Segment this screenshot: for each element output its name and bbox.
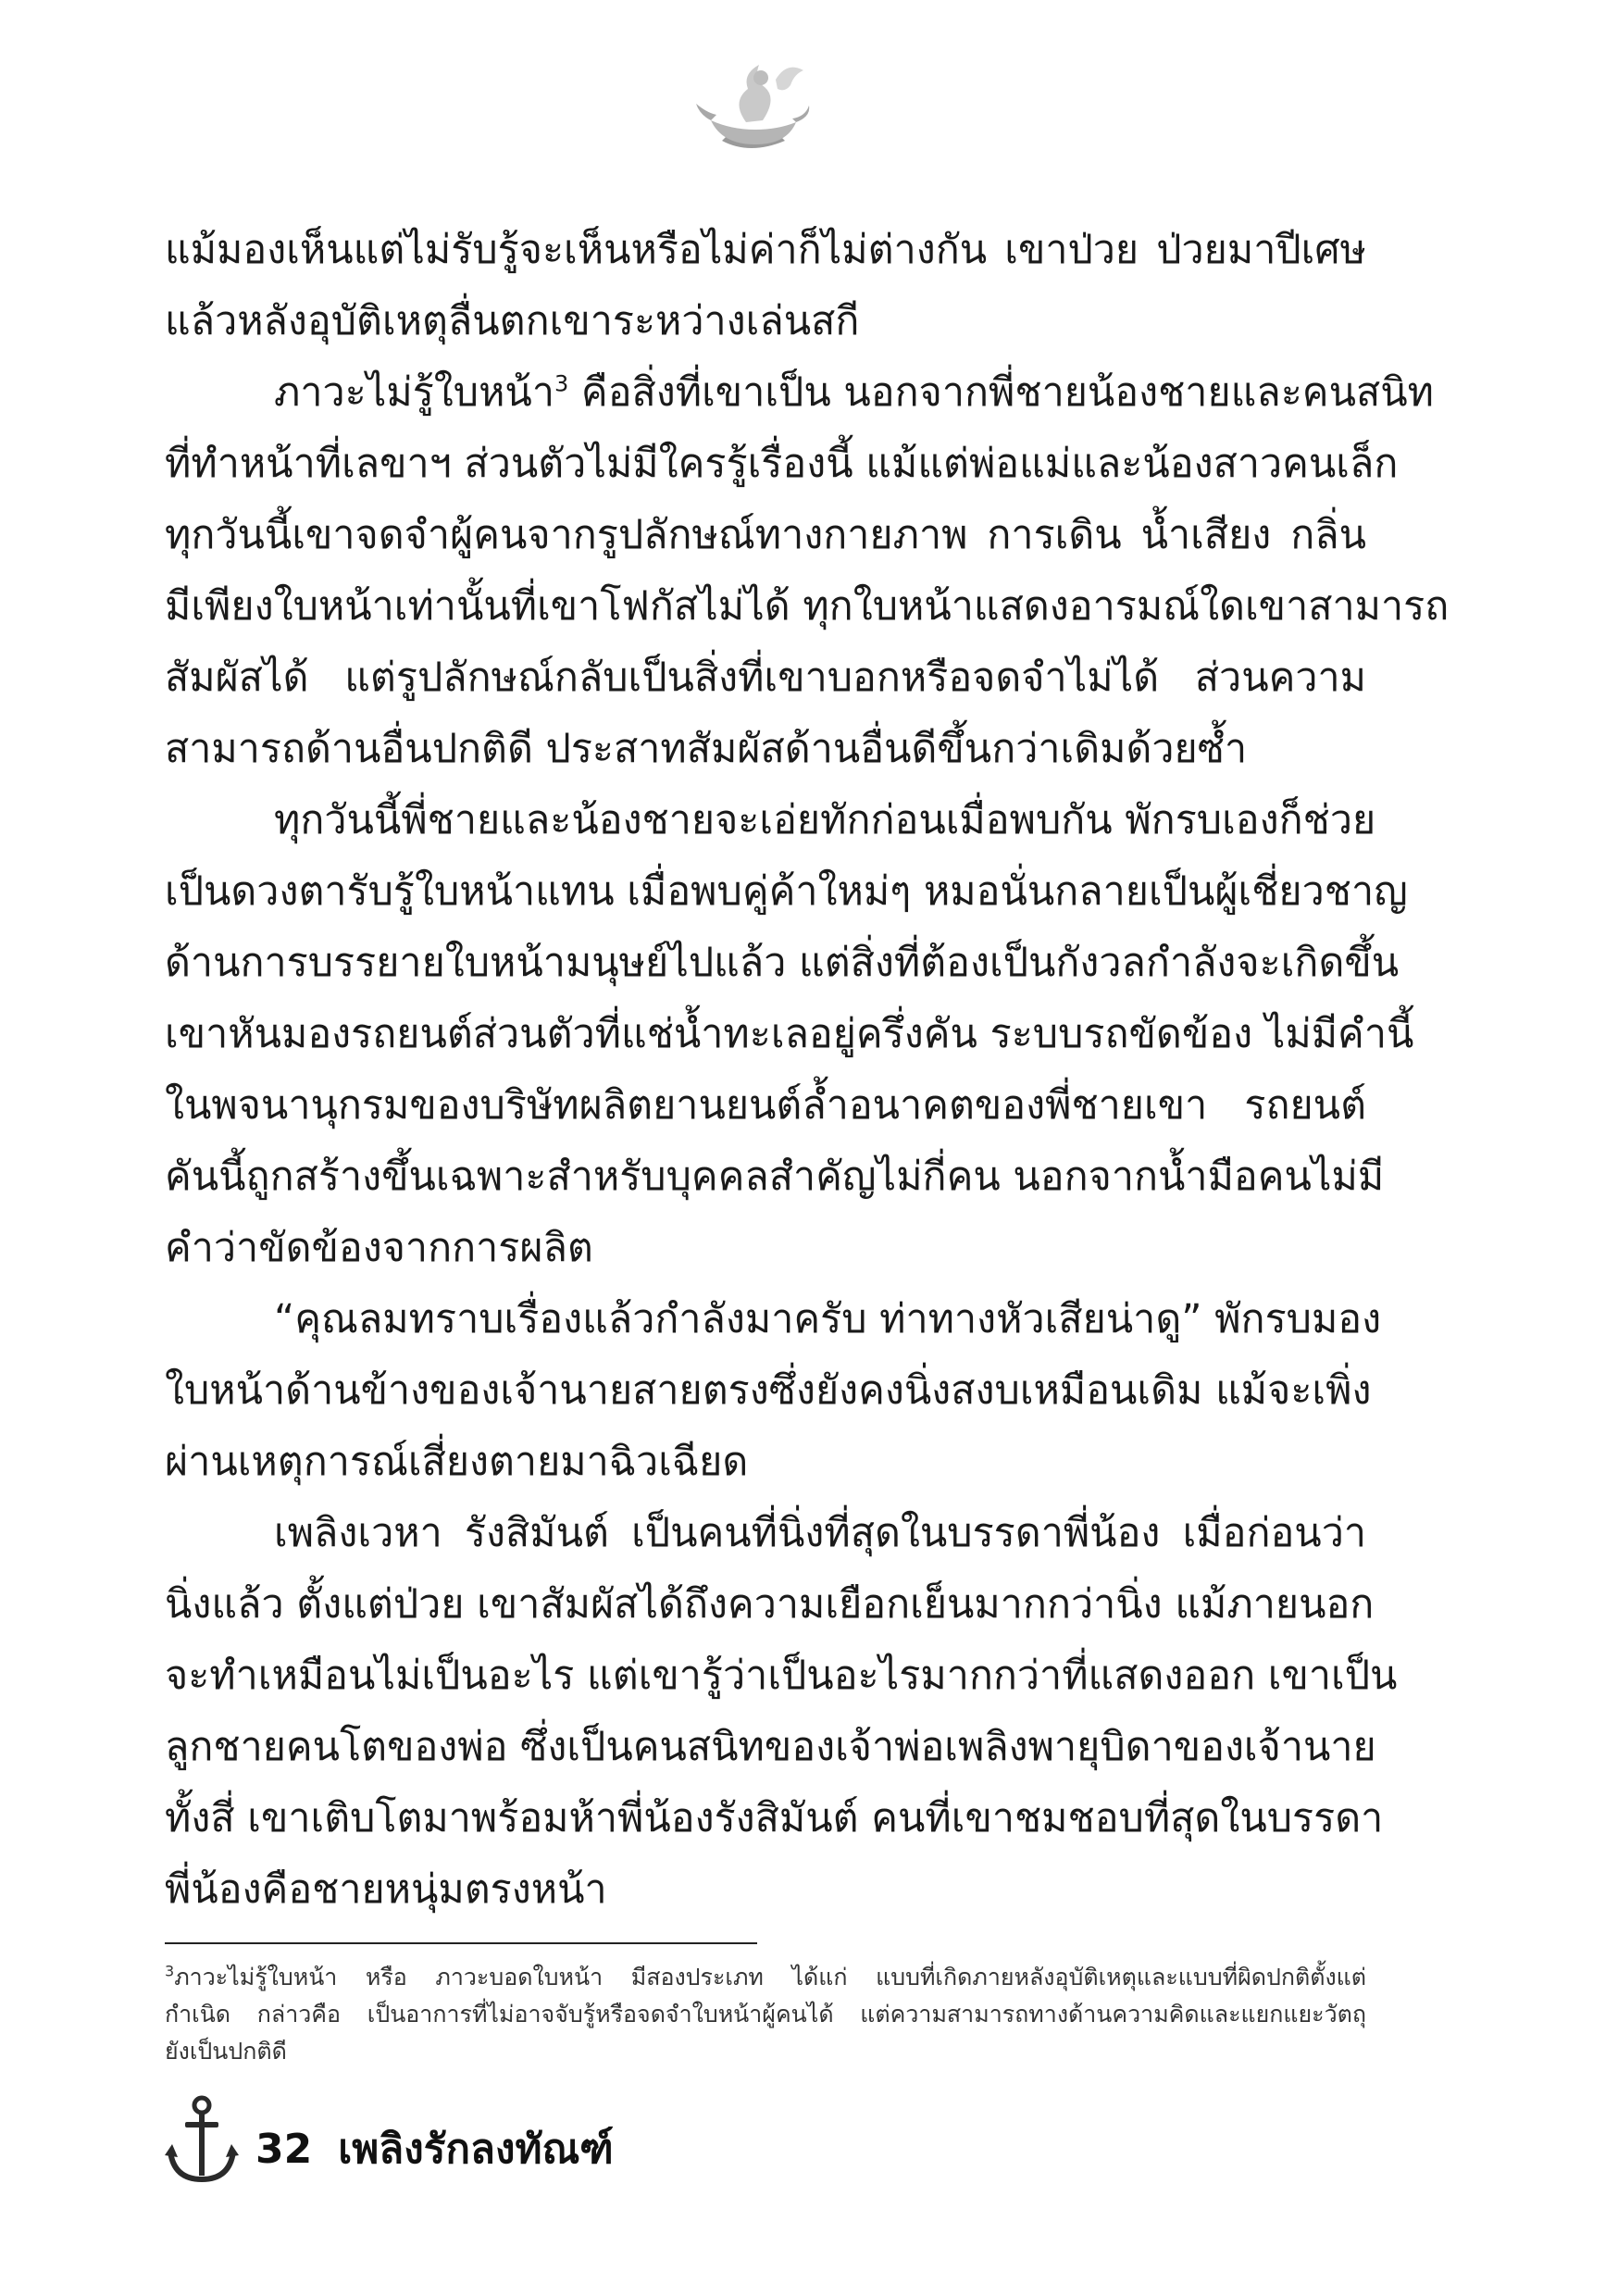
footnote-reference: 3 (554, 370, 569, 397)
body-line: ใบหน้าด้านข้างของเจ้านายสายตรงซึ่งยังคงนิ่งสงบเหมือนเดิม แม้จะเพิ่ง (165, 1367, 1372, 1414)
page-number: 32 (255, 2126, 313, 2173)
anchor-icon (165, 2094, 239, 2187)
footnote-line: ยังเป็นปกติดี (165, 2038, 287, 2065)
body-line: ทุกวันนี้เขาจดจำผู้คนจากรูปลักษณ์ทางกายภาพ การเดิน น้ำเสียง กลิ่น (165, 512, 1366, 558)
body-text (165, 215, 1450, 1926)
body-line: “คุณลมทราบเรื่องแล้วกำลังมาครับ ท่าทางหัวเสียน่าดู” พักรบมอง (274, 1296, 1382, 1342)
body-line: ด้านการบรรยายใบหน้ามนุษย์ไปแล้ว แต่สิ่งที่ต้องเป็นกังวลกำลังจะเกิดขึ้น (165, 940, 1400, 986)
body-line: มีเพียงใบหน้าเท่านั้นที่เขาโฟกัสไม่ได้ ทุกใบหน้าแสดงอารมณ์ใดเขาสามารถ (165, 583, 1450, 630)
body-line: ทั้งสี่ เขาเติบโตมาพร้อมห้าพี่น้องรังสิมันต์ คนที่เขาชมชอบที่สุดในบรรดา (165, 1795, 1384, 1841)
body-line: นิ่งแล้ว ตั้งแต่ป่วย เขาสัมผัสได้ถึงความเยือกเย็นมากกว่านิ่ง แม้ภายนอก (165, 1581, 1375, 1628)
body-line: สามารถด้านอื่นปกติดี ประสาทสัมผัสด้านอื่นดีขึ้นกว่าเดิมด้วยซ้ำ (165, 726, 1248, 772)
footnote-mark: 3 (165, 1962, 175, 1980)
body-line: จะทำเหมือนไม่เป็นอะไร แต่เขารู้ว่าเป็นอะไรมากกว่าที่แสดงออก เขาเป็น (165, 1653, 1398, 1699)
body-line: ลูกชายคนโตของพ่อ ซึ่งเป็นคนสนิทของเจ้าพ่อเพลิงพายุบิดาของเจ้านาย (165, 1724, 1376, 1770)
footnote (165, 1959, 1366, 2070)
body-line: คันนี้ถูกสร้างขึ้นเฉพาะสำหรับบุคคลสำคัญไม่กี่คน นอกจากน้ำมือคนไม่มี (165, 1154, 1385, 1200)
body-line: ทุกวันนี้พี่ชายและน้องชายจะเอ่ยทักก่อนเมื่อพบกัน พักรบเองก็ช่วย (274, 797, 1376, 843)
body-line: เพลิงเวหา รังสิมันต์ เป็นคนที่นิ่งที่สุดในบรรดาพี่น้อง เมื่อก่อนว่า (274, 1510, 1366, 1556)
body-line: แล้วหลังอุบัติเหตุลื่นตกเขาระหว่างเล่นสกี (165, 298, 860, 344)
page-footer (255, 2116, 614, 2181)
body-line: ที่ทำหน้าที่เลขาฯ ส่วนตัวไม่มีใครรู้เรื่องนี้ แม้แต่พ่อแม่และน้องสาวคนเล็ก (165, 441, 1399, 487)
body-line: ในพจนานุกรมของบริษัทผลิตยานยนต์ล้ำอนาคตของพี่ชายเขา รถยนต์ (165, 1082, 1366, 1129)
body-line: คำว่าขัดข้องจากการผลิต (165, 1225, 593, 1271)
body-line (165, 357, 1434, 429)
footnote-divider (165, 1942, 757, 1944)
footnote-line: กำเนิด กล่าวคือ เป็นอาการที่ไม่อาจจับรู้หรือจดจำใบหน้าผู้คนได้ แต่ความสามารถทางด้านความคิดและแยกแยะวัตถุ (165, 2001, 1366, 2028)
genie-lamp-icon (694, 56, 815, 167)
body-line-rest: คือสิ่งที่เขาเป็น นอกจากพี่ชายน้องชายและคนสนิท (568, 369, 1434, 416)
body-line: พี่น้องคือชายหนุ่มตรงหน้า (165, 1866, 607, 1913)
body-line: เป็นดวงตารับรู้ใบหน้าแทน เมื่อพบคู่ค้าใหม่ๆ หมอนั่นกลายเป็นผู้เชี่ยวชาญ (165, 868, 1408, 915)
book-title: เพลิงรักลงทัณฑ์ (338, 2126, 614, 2173)
body-line: เขาหันมองรถยนต์ส่วนตัวที่แช่น้ำทะเลอยู่ครึ่งคัน ระบบรถขัดข้อง ไม่มีคำนี้ (165, 1011, 1414, 1057)
footnote-line: $^3$ภาวะไม่รู้ใบหน้า หรือ ภาวะบอดใบหน้า มีสองประเภท ได้แก่ แบบที่เกิดภายหลังอุบัติเหตุและแบบที่ผิดปกติตั้งแต่ (165, 1962, 1366, 1990)
body-line: ผ่านเหตุการณ์เสี่ยงตายมาฉิวเฉียด (165, 1439, 749, 1485)
body-line: แม้มองเห็นแต่ไม่รับรู้จะเห็นหรือไม่ค่าก็ไม่ต่างกัน เขาป่วย ป่วยมาปีเศษ (165, 227, 1366, 273)
body-line: สัมผัสได้ แต่รูปลักษณ์กลับเป็นสิ่งที่เขาบอกหรือจดจำไม่ได้ ส่วนความ (165, 655, 1366, 701)
footnote-term: ภาวะไม่รู้ใบหน้า (274, 369, 554, 416)
